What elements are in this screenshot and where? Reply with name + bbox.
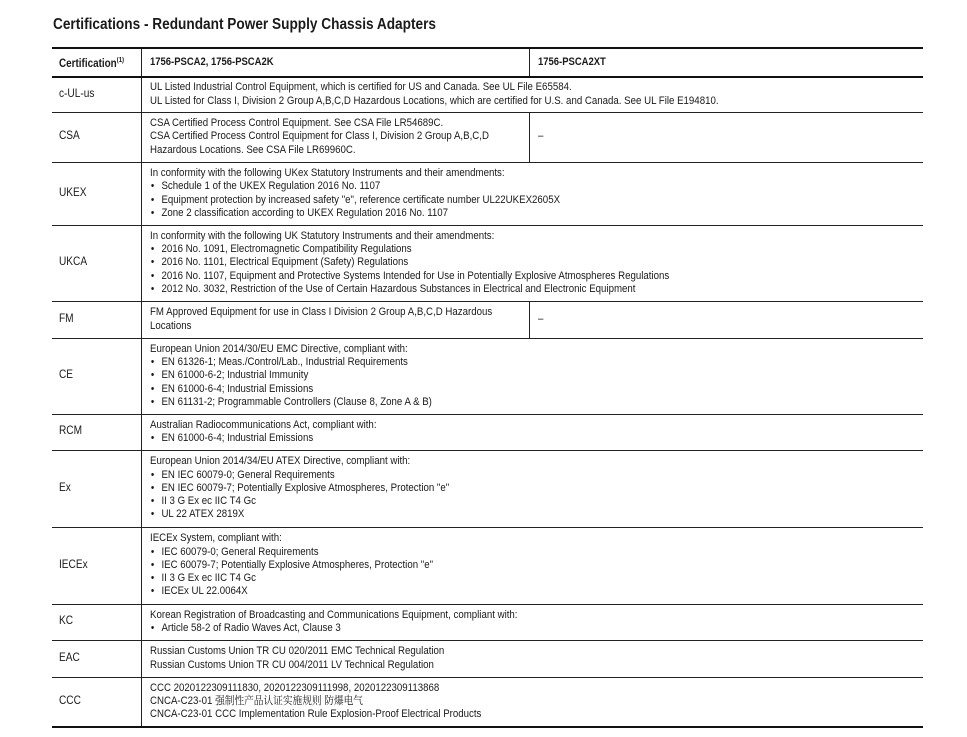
cert-details: [141, 301, 529, 338]
detail-line: CSA Certified Process Control Equipment. See CSA File LR54689C.: [149, 117, 443, 130]
cert-name: UKCA: [52, 225, 141, 301]
table-row: [52, 604, 923, 640]
cert-details: [141, 225, 923, 301]
table-row: [52, 112, 923, 162]
table-row: [52, 677, 923, 727]
detail-line: Locations: [149, 319, 191, 332]
detail-line: UL Listed for Class I, Division 2 Group A,B,C,D Hazardous Locations, which are certified for U.S. and Canada. See UL File E194810.: [149, 94, 719, 107]
table-row: [52, 640, 923, 677]
detail-intro: European Union 2014/30/EU EMC Directive, compliant with:: [149, 342, 408, 355]
detail-line: CNCA-C23-01 CCC Implementation Rule Explosion-Proof Electrical Products: [149, 708, 481, 721]
cert-details-xt: –: [529, 112, 923, 162]
cert-name: FM: [52, 301, 141, 338]
detail-intro: European Union 2014/34/EU ATEX Directive, compliant with:: [149, 455, 410, 468]
bullet-item: • IEC 60079-7; Potentially Explosive Atmospheres, Protection "e": [150, 559, 831, 572]
bullet-item: • II 3 G Ex ec IIC T4 Gc: [150, 572, 831, 585]
bullet-item: • EN IEC 60079-0; General Requirements: [150, 469, 831, 482]
table-row: [52, 225, 923, 301]
detail-intro: IECEx System, compliant with:: [149, 532, 282, 545]
table-row: [52, 338, 923, 414]
detail-line: Hazardous Locations. See CSA File LR69960C.: [149, 143, 356, 156]
cert-details: [141, 77, 923, 112]
cert-name: c-UL-us: [52, 77, 141, 112]
bullet-item: • IECEx UL 22.0064X: [150, 585, 831, 598]
bullet-item: • UL 22 ATEX 2819X: [150, 508, 831, 521]
cert-name: Ex: [52, 450, 141, 527]
cert-name: CE: [52, 338, 141, 414]
header-psca2: 1756-PSCA2, 1756-PSCA2K: [141, 48, 529, 77]
cert-details: [141, 450, 923, 527]
bullet-item: • Zone 2 classification according to UKEX Regulation 2016 No. 1107: [150, 207, 831, 220]
table-header-row: [52, 48, 923, 77]
cert-details: [141, 162, 923, 225]
cert-name: RCM: [52, 414, 141, 450]
cert-name: UKEX: [52, 162, 141, 225]
cert-details: [141, 527, 923, 604]
detail-line: CCC 2020122309111830, 2020122309111998, 2020122309113868: [149, 681, 439, 694]
header-psca2xt: 1756-PSCA2XT: [529, 48, 923, 77]
detail-intro: In conformity with the following UK Statutory Instruments and their amendments:: [149, 229, 494, 242]
table-row: [52, 301, 923, 338]
cert-details: [141, 338, 923, 414]
detail-intro: Korean Registration of Broadcasting and Communications Equipment, compliant with:: [149, 608, 517, 621]
cert-name: CCC: [52, 677, 141, 727]
bullet-item: • 2016 No. 1101, Electrical Equipment (Safety) Regulations: [150, 256, 831, 269]
cert-details: [141, 677, 923, 727]
detail-intro: Australian Radiocommunications Act, compliant with:: [149, 418, 377, 431]
bullet-item: • EN 61000-6-4; Industrial Emissions: [150, 432, 831, 445]
cert-name: KC: [52, 604, 141, 640]
bullet-item: • 2012 No. 3032, Restriction of the Use of Certain Hazardous Substances in Electrical and Electronic Equipment: [150, 283, 831, 296]
bullet-item: • IEC 60079-0; General Requirements: [150, 546, 831, 559]
footnote-marker: (1): [116, 56, 125, 64]
cert-details: [141, 112, 529, 162]
detail-line: UL Listed Industrial Control Equipment, which is certified for US and Canada. See UL File E65584.: [149, 81, 572, 94]
certifications-table: [52, 47, 923, 728]
bullet-item: • EN IEC 60079-7; Potentially Explosive Atmospheres, Protection "e": [150, 482, 831, 495]
detail-line: CNCA-C23-01 强制性产品认证实施规则 防爆电气: [149, 695, 363, 708]
bullet-item: • EN 61000-6-2; Industrial Immunity: [150, 369, 831, 382]
page-title: Certifications - Redundant Power Supply Chassis Adapters: [53, 16, 437, 33]
table-row: [52, 414, 923, 450]
cert-name: EAC: [52, 640, 141, 677]
bullet-item: • Schedule 1 of the UKEX Regulation 2016 No. 1107: [150, 180, 831, 193]
cert-details: [141, 640, 923, 677]
detail-line: Russian Customs Union TR CU 020/2011 EMC Technical Regulation: [149, 645, 444, 658]
cert-name: CSA: [52, 112, 141, 162]
table-row: [52, 162, 923, 225]
bullet-item: • EN 61131-2; Programmable Controllers (Clause 8, Zone A & B): [150, 396, 831, 409]
bullet-item: • EN 61000-6-4; Industrial Emissions: [150, 383, 831, 396]
bullet-item: • Equipment protection by increased safety "e", reference certificate number UL22UKEX2605X: [150, 194, 831, 207]
bullet-item: • Article 58-2 of Radio Waves Act, Clause 3: [150, 622, 831, 635]
cert-details: [141, 604, 923, 640]
detail-line: FM Approved Equipment for use in Class I Division 2 Group A,B,C,D Hazardous: [149, 306, 492, 319]
detail-line: Russian Customs Union TR CU 004/2011 LV Technical Regulation: [149, 658, 434, 671]
bullet-item: • 2016 No. 1091, Electromagnetic Compatibility Regulations: [150, 243, 831, 256]
table-row: [52, 527, 923, 604]
detail-intro: In conformity with the following UKex Statutory Instruments and their amendments:: [149, 166, 505, 179]
cert-details-xt: –: [529, 301, 923, 338]
bullet-item: • 2016 No. 1107, Equipment and Protective Systems Intended for Use in Potentially Explosive Atmospheres Regulations: [150, 270, 831, 283]
table-row: [52, 450, 923, 527]
table-row: [52, 77, 923, 112]
header-certification: Certification$^{(1)}$: [52, 48, 141, 77]
cert-name: IECEx: [52, 527, 141, 604]
detail-line: CSA Certified Process Control Equipment for Class I, Division 2 Group A,B,C,D: [149, 130, 489, 143]
bullet-item: • EN 61326-1; Meas./Control/Lab., Industrial Requirements: [150, 356, 831, 369]
cert-details: [141, 414, 923, 450]
bullet-item: • II 3 G Ex ec IIC T4 Gc: [150, 495, 831, 508]
